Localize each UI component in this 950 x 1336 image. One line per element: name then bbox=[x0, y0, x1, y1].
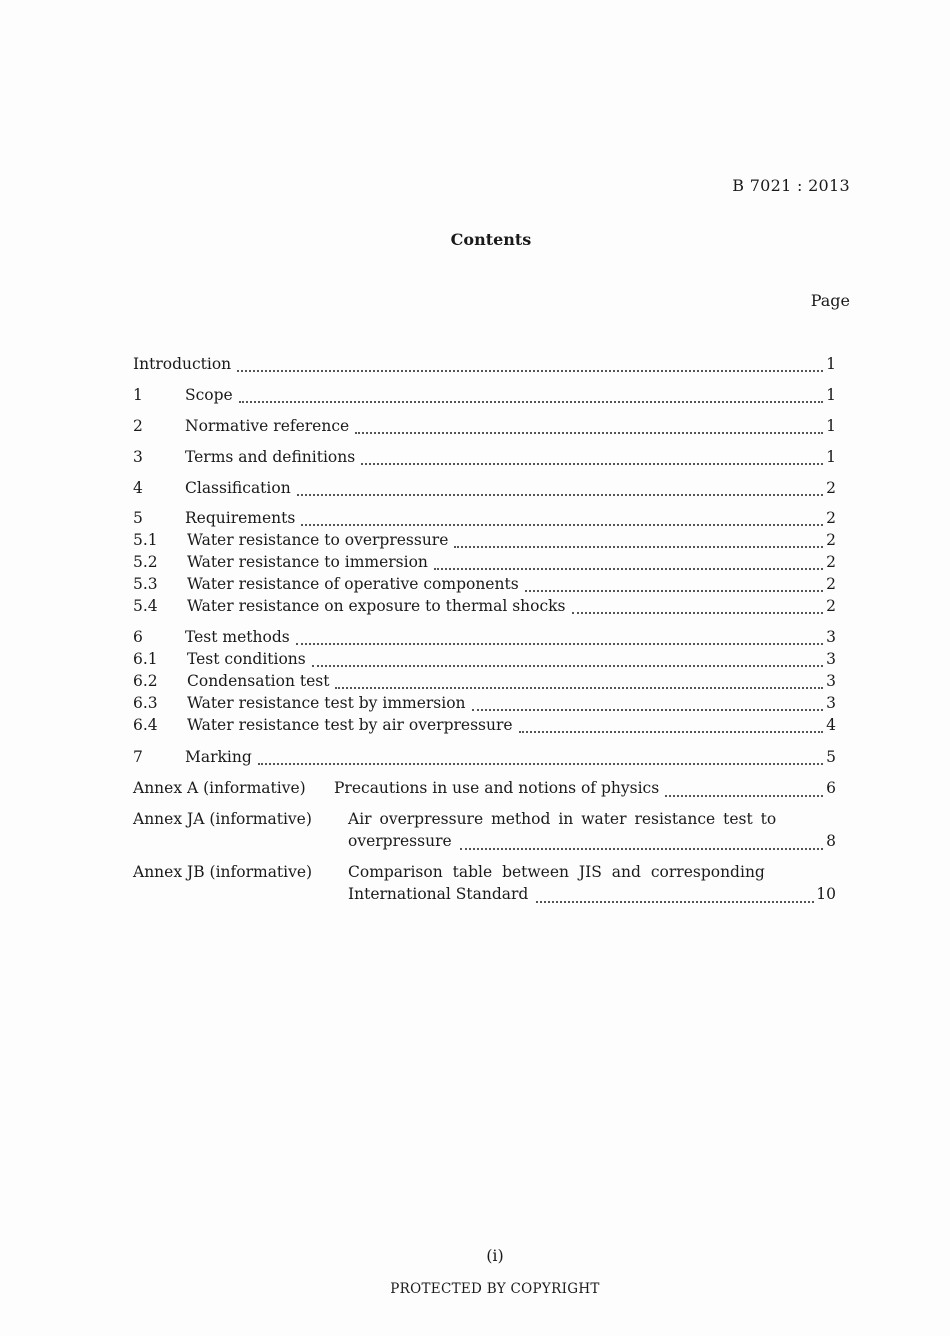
toc-entry-label: Water resistance on exposure to thermal shocks bbox=[187, 597, 566, 615]
toc-entry-5-4[interactable] bbox=[133, 597, 836, 619]
toc-entry-5-2[interactable] bbox=[133, 553, 836, 575]
toc-entry-label: Test methods bbox=[185, 628, 290, 646]
toc-entry-page: 3 bbox=[826, 672, 836, 690]
toc-entry-page: 1 bbox=[826, 417, 836, 435]
toc-entry-number: 6 bbox=[133, 628, 143, 646]
dot-leader bbox=[434, 567, 823, 570]
toc-annex-a[interactable] bbox=[133, 779, 836, 801]
toc-entry-5[interactable] bbox=[133, 509, 836, 531]
toc-entry-3[interactable] bbox=[133, 448, 836, 470]
dot-leader bbox=[361, 462, 823, 465]
toc-entry-number: 6.1 bbox=[133, 650, 158, 668]
toc-entry-6-1[interactable] bbox=[133, 650, 836, 672]
toc-entry-number: 6.4 bbox=[133, 716, 158, 734]
dot-leader bbox=[312, 664, 823, 667]
toc-entry-page: 1 bbox=[826, 355, 836, 373]
toc-entry-number: 3 bbox=[133, 448, 143, 466]
dot-leader bbox=[296, 642, 823, 645]
toc-entry-number: 5.3 bbox=[133, 575, 158, 593]
toc-entry-page: 3 bbox=[826, 628, 836, 646]
toc-entry-number: 2 bbox=[133, 417, 143, 435]
page-number: (i) bbox=[486, 1246, 504, 1265]
annex-title-line: Precautions in use and notions of physics bbox=[334, 779, 660, 797]
toc-entry-page: 2 bbox=[826, 509, 836, 527]
dot-leader bbox=[536, 900, 814, 903]
toc-entry-number: 1 bbox=[133, 386, 143, 404]
annex-heading: Annex JB (informative) bbox=[133, 863, 313, 881]
toc-entry-5-1[interactable] bbox=[133, 531, 836, 553]
contents-title: Contents bbox=[450, 230, 532, 249]
annex-title-line: Comparison table between JIS and corresponding bbox=[348, 863, 765, 881]
toc-entry-label: Normative reference bbox=[185, 417, 350, 435]
annex-page: 10 bbox=[816, 885, 836, 903]
toc-entry-6[interactable] bbox=[133, 628, 836, 650]
toc-entry-label: Classification bbox=[185, 479, 291, 497]
toc-entry-label: Water resistance test by air overpressure bbox=[187, 716, 513, 734]
toc-entry-2[interactable] bbox=[133, 417, 836, 439]
toc-entry-label: Water resistance of operative components bbox=[187, 575, 519, 593]
toc-entry-7[interactable] bbox=[133, 748, 836, 770]
dot-leader bbox=[239, 400, 823, 403]
toc-entry-1[interactable] bbox=[133, 386, 836, 408]
annex-heading: Annex JA (informative) bbox=[133, 810, 312, 828]
annex-title-line: overpressure bbox=[348, 832, 452, 850]
dot-leader bbox=[460, 847, 823, 850]
dot-leader bbox=[454, 545, 823, 548]
dot-leader bbox=[258, 762, 823, 765]
toc-entry-label: Requirements bbox=[185, 509, 296, 527]
toc-entry-label: Marking bbox=[185, 748, 252, 766]
toc-entry-page: 2 bbox=[826, 553, 836, 571]
toc-entry-number: 4 bbox=[133, 479, 143, 497]
toc-entry-number: 6.3 bbox=[133, 694, 158, 712]
page-column-label: Page bbox=[810, 291, 850, 310]
annex-title-line: Air overpressure method in water resistance test to bbox=[348, 810, 777, 828]
toc-entry-label: Water resistance to immersion bbox=[187, 553, 428, 571]
toc-entry-number: 5.2 bbox=[133, 553, 158, 571]
toc-entry-page: 2 bbox=[826, 597, 836, 615]
toc-entry-label: Scope bbox=[185, 386, 233, 404]
annex-page: 8 bbox=[826, 832, 836, 850]
toc-entry-label: Introduction bbox=[133, 355, 232, 373]
toc-entry-introduction[interactable] bbox=[133, 355, 836, 377]
toc-entry-page: 2 bbox=[826, 531, 836, 549]
toc-entry-label: Water resistance to overpressure bbox=[187, 531, 449, 549]
toc-entry-page: 1 bbox=[826, 386, 836, 404]
toc-entry-number: 5 bbox=[133, 509, 143, 527]
toc-entry-4[interactable] bbox=[133, 479, 836, 501]
toc-entry-5-3[interactable] bbox=[133, 575, 836, 597]
toc-entry-page: 4 bbox=[826, 716, 836, 734]
copyright-notice: PROTECTED BY COPYRIGHT bbox=[390, 1281, 600, 1297]
annex-title-line: International Standard bbox=[348, 885, 529, 903]
dot-leader bbox=[355, 431, 823, 434]
toc-annex-jb[interactable] bbox=[133, 863, 836, 907]
toc-entry-page: 1 bbox=[826, 448, 836, 466]
dot-leader bbox=[572, 611, 824, 614]
toc-entry-page: 3 bbox=[826, 650, 836, 668]
toc-annex-ja[interactable] bbox=[133, 810, 836, 854]
dot-leader bbox=[519, 730, 824, 733]
annex-page: 6 bbox=[826, 779, 836, 797]
toc-entry-label: Terms and definitions bbox=[185, 448, 356, 466]
toc-entry-label: Water resistance test by immersion bbox=[187, 694, 466, 712]
annex-heading: Annex A (informative) bbox=[133, 779, 306, 797]
dot-leader bbox=[335, 686, 823, 689]
dot-leader bbox=[472, 708, 824, 711]
dot-leader bbox=[301, 523, 823, 526]
dot-leader bbox=[237, 369, 823, 372]
toc-entry-number: 5.4 bbox=[133, 597, 158, 615]
toc-entry-number: 6.2 bbox=[133, 672, 158, 690]
toc-entry-number: 7 bbox=[133, 748, 143, 766]
toc-entry-number: 5.1 bbox=[133, 531, 158, 549]
toc-entry-6-2[interactable] bbox=[133, 672, 836, 694]
toc-entry-6-4[interactable] bbox=[133, 716, 836, 738]
toc-entry-page: 2 bbox=[826, 575, 836, 593]
toc-entry-page: 2 bbox=[826, 479, 836, 497]
dot-leader bbox=[525, 589, 823, 592]
dot-leader bbox=[665, 794, 823, 797]
document-id: B 7021 : 2013 bbox=[732, 176, 850, 195]
toc-entry-label: Condensation test bbox=[187, 672, 330, 690]
toc-entry-label: Test conditions bbox=[187, 650, 306, 668]
dot-leader bbox=[297, 493, 823, 496]
toc-entry-page: 5 bbox=[826, 748, 836, 766]
toc-entry-6-3[interactable] bbox=[133, 694, 836, 716]
toc-entry-page: 3 bbox=[826, 694, 836, 712]
